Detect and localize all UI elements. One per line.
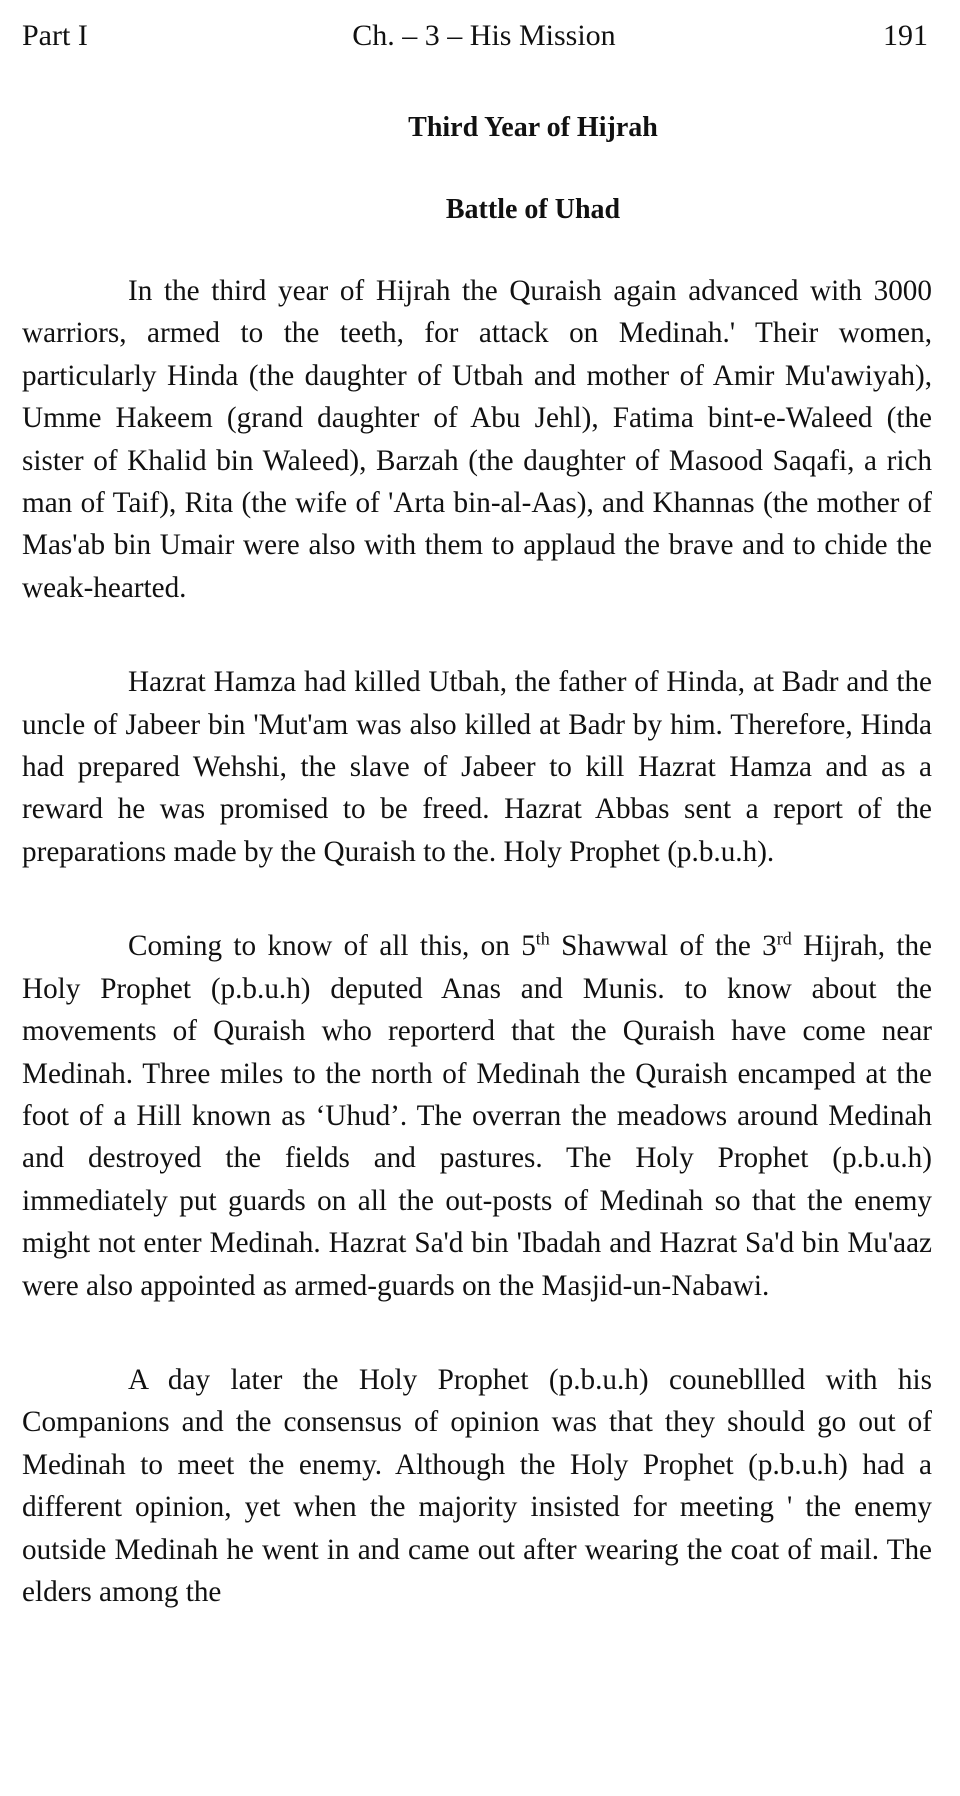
paragraph-1: In the third year of Hijrah the Quraish again advanced with 3000 warriors, armed to the teeth, for attack on Medinah.' Their women, particularly Hinda (the daughter of Utbah and mother of Amir Mu'awiyah), Umme Hakeem (grand daughter of Abu Jehl), Fatima bint-e-Waleed (the sister of Khalid bin Waleed), Barzah (the daughter of Masood Saqafi, a rich man of Taif), Rita (the wife of 'Arta bin-al-Aas), and Khannas (the mother of Mas'ab bin Umair were also with them to applaud the brave and to chide the weak-hearted. — [22, 275, 932, 604]
paragraph-3 — [22, 925, 932, 1307]
paragraph-4: A day later the Holy Prophet (p.b.u.h) counebllled with his Companions and the consensus of opinion was that they should go out of Medinah to meet the enemy. Although the Holy Prophet (p.b.u.h) had a different opinion, yet when the majority insisted for meeting ' the enemy outside Medinah he went in and came out after wearing the coat of mail. The elders among the — [22, 1363, 932, 1608]
paragraph-2: Hazrat Hamza had killed Utbah, the father of Hinda, at Badr and the uncle of Jabeer bin 'Mut'am was also killed at Badr by him. Therefore, Hinda had prepared Wehshi, the slave of Jabeer to kill Hazrat Hamza and as a reward he was promised to be freed. Hazrat Abbas sent a report of the preparations made by the Quraish to the. Holy Prophet (p.b.u.h). — [22, 666, 932, 868]
paragraph-3-text-b: Shawwal of the 3 — [549, 930, 777, 963]
paragraph-3-text-a: Coming to know of all this, on 5 — [128, 930, 536, 963]
section-title: Third Year of Hijrah — [408, 112, 658, 143]
chapter-title: Ch. – 3 – His Mission — [352, 19, 616, 52]
ordinal-suffix-th: th — [535, 928, 550, 949]
body-text — [22, 270, 934, 1613]
ordinal-suffix-rd: rd — [776, 928, 792, 949]
page-number: 191 — [883, 19, 928, 52]
running-header — [22, 16, 934, 60]
section-subtitle: Battle of Uhad — [445, 194, 621, 225]
paragraph-3-text-c: Hijrah, the Holy Prophet (p.b.u.h) deputed Anas and Munis. to know about the movements of Quraish who reporterd that the Quraish have come near Medinah. Three miles to the north of Medinah the Quraish encamped at the foot of a Hill known as ‘Uhud’. The overran the meadows around Medinah and destroyed the fields and pastures. The Holy Prophet (p.b.u.h) immediately put guards on all the out-posts of Medinah so that the enemy might not enter Medinah. Hazrat Sa'd bin 'Ibadah and Hazrat Sa'd bin Mu'aaz were also appointed as armed-guards on the Masjid-un-Nabawi. — [22, 930, 932, 1302]
part-label: Part I — [22, 19, 88, 52]
book-page — [22, 16, 934, 1665]
